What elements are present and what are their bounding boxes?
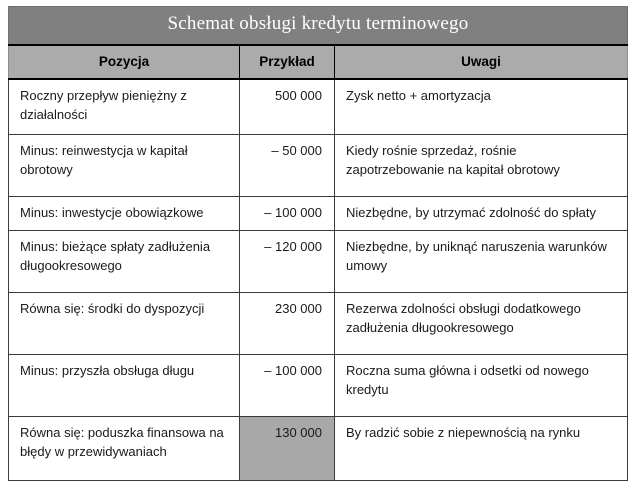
cell-note: Niezbędne, by uniknąć naruszenia warunków umowy xyxy=(335,230,628,292)
cell-position: Minus: przyszła obsługa długu xyxy=(9,354,240,416)
table-title: Schemat obsługi kredytu terminowego xyxy=(9,7,628,46)
cell-note: Zysk netto + amortyzacja xyxy=(335,79,628,135)
column-header-pozycja: Pozycja xyxy=(9,45,240,79)
cell-note: Rezerwa zdolności obsługi dodatkowego zadłużenia długookresowego xyxy=(335,292,628,354)
cell-position: Minus: inwestycje obowiązkowe xyxy=(9,197,240,231)
cell-value-highlighted: 130 000 xyxy=(240,416,335,480)
column-header-row xyxy=(9,45,628,79)
cell-value: 230 000 xyxy=(240,292,335,354)
loan-service-schedule-table xyxy=(8,6,628,481)
cell-position: Równa się: środki do dyspozycji xyxy=(9,292,240,354)
cell-note: Kiedy rośnie sprzedaż, rośnie zapotrzebowanie na kapitał obrotowy xyxy=(335,135,628,197)
cell-note: Roczna suma główna i odsetki od nowego kredytu xyxy=(335,354,628,416)
column-header-uwagi: Uwagi xyxy=(335,45,628,79)
cell-note: Niezbędne, by utrzymać zdolność do spłaty xyxy=(335,197,628,231)
cell-value: – 100 000 xyxy=(240,354,335,416)
cell-position: Roczny przepływ pieniężny z działalności xyxy=(9,79,240,135)
table-body xyxy=(9,79,628,480)
cell-value: – 100 000 xyxy=(240,197,335,231)
column-header-przyklad: Przykład xyxy=(240,45,335,79)
table-title-row xyxy=(9,7,628,46)
table-row xyxy=(9,197,628,231)
cell-note: By radzić sobie z niepewnością na rynku xyxy=(335,416,628,480)
cell-value: – 120 000 xyxy=(240,230,335,292)
table-row xyxy=(9,230,628,292)
cell-position: Równa się: poduszka finansowa na błędy w przewidywaniach xyxy=(9,416,240,480)
table-row xyxy=(9,79,628,135)
table-row xyxy=(9,416,628,480)
table-row xyxy=(9,354,628,416)
cell-value: – 50 000 xyxy=(240,135,335,197)
cell-position: Minus: reinwestycja w kapitał obrotowy xyxy=(9,135,240,197)
cell-position: Minus: bieżące spłaty zadłużenia długookresowego xyxy=(9,230,240,292)
table-head xyxy=(9,7,628,80)
table-row xyxy=(9,135,628,197)
table-row xyxy=(9,292,628,354)
cell-value: 500 000 xyxy=(240,79,335,135)
